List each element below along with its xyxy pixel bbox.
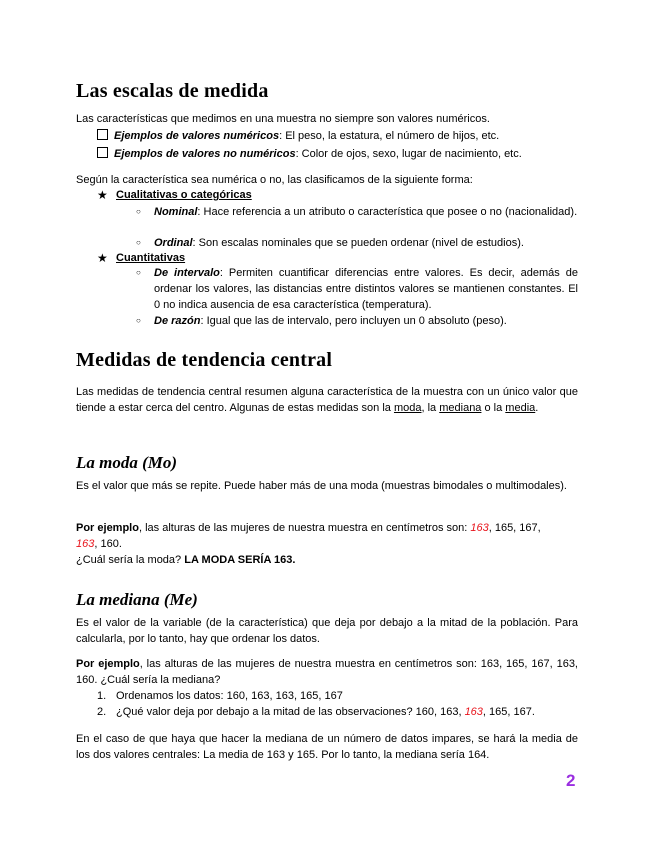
heading-tendencia: Medidas de tendencia central xyxy=(76,349,333,371)
intervalo-item: De intervalo: Permiten cuantificar diferencias entre valores. Es decir, además de ordenar los valores, las distancias entre distintos valores se mantienen constantes. El 0 no indica ausencia de esa característica (temperatura). xyxy=(154,267,578,311)
step-1: Ordenamos los datos: 160, 163, 163, 165, 167 xyxy=(116,690,343,702)
moda-def: Es el valor que más se repite. Puede haber más de una moda (muestras bimodales o multimodales). xyxy=(76,480,567,492)
moda-example: Por ejemplo, las alturas de las mujeres de nuestra muestra en centímetros son: 163, 165, 167, 163, 160. ¿Cuál sería la moda? LA MODA SERÍA 163. xyxy=(76,522,541,566)
razon-item: De razón: Igual que las de intervalo, pero incluyen un 0 absoluto (peso). xyxy=(154,315,507,327)
step-number: 2. xyxy=(97,706,107,718)
moda-link[interactable]: moda xyxy=(393,402,422,414)
star-icon: ★ xyxy=(97,251,108,265)
nominal-item: Nominal: Hace referencia a un atributo o característica que posee o no (nacionalidad). xyxy=(154,206,578,218)
step-2: ¿Qué valor deja por debajo a la mitad de las observaciones? 160, 163, 163, 165, 167. xyxy=(116,706,535,718)
step-number: 1. xyxy=(97,690,107,702)
heading-escalas: Las escalas de medida xyxy=(76,80,269,102)
circle-bullet-icon: ○ xyxy=(136,238,141,247)
media-link[interactable]: media xyxy=(505,402,536,414)
mediana-link[interactable]: mediana xyxy=(439,402,482,414)
mediana-example: Por ejemplo, las alturas de las mujeres de nuestra muestra en centímetros son: 163, 165, 167, 163, 160. ¿Cuál sería la mediana? xyxy=(76,658,578,686)
example-non-numeric: Ejemplos de valores no numéricos: Color de ojos, sexo, lugar de nacimiento, etc. xyxy=(97,146,522,162)
heading-mediana: La mediana (Me) xyxy=(76,590,198,609)
checkbox-icon xyxy=(97,147,108,158)
mediana-def: Es el valor de la variable (de la característica) que deja por debajo a la mitad de la población. Para calcularla, por lo tanto, hay que ordenar los datos. xyxy=(76,617,578,645)
circle-bullet-icon: ○ xyxy=(136,268,141,277)
heading-moda: La moda (Mo) xyxy=(76,453,178,472)
tendencia-intro: Las medidas de tendencia central resumen alguna característica de la muestra con un único valor que tiende a estar cerca del centro. Algunas de estas medidas son la moda, la mediana o la media. xyxy=(76,386,578,414)
circle-bullet-icon: ○ xyxy=(136,316,141,325)
classify-intro: Según la característica sea numérica o no, las clasificamos de la siguiente forma: xyxy=(76,174,473,186)
ordinal-item: Ordinal: Son escalas nominales que se pueden ordenar (nivel de estudios). xyxy=(154,237,524,249)
escalas-intro: Las características que medimos en una muestra no siempre son valores numéricos. xyxy=(76,113,490,125)
circle-bullet-icon: ○ xyxy=(136,207,141,216)
star-icon: ★ xyxy=(97,188,108,202)
cuantitativas-title: Cuantitativas xyxy=(116,252,186,264)
page-number: 2 xyxy=(566,771,576,790)
mediana-even-case: En el caso de que haya que hacer la mediana de un número de datos impares, se hará la media de los dos valores centrales: La media de 163 y 165. Por lo tanto, la mediana sería 164. xyxy=(76,733,578,761)
example-numeric: Ejemplos de valores numéricos: El peso, la estatura, el número de hijos, etc. xyxy=(97,128,499,144)
checkbox-icon xyxy=(97,129,108,140)
cualitativas-title: Cualitativas o categóricas xyxy=(116,189,252,201)
